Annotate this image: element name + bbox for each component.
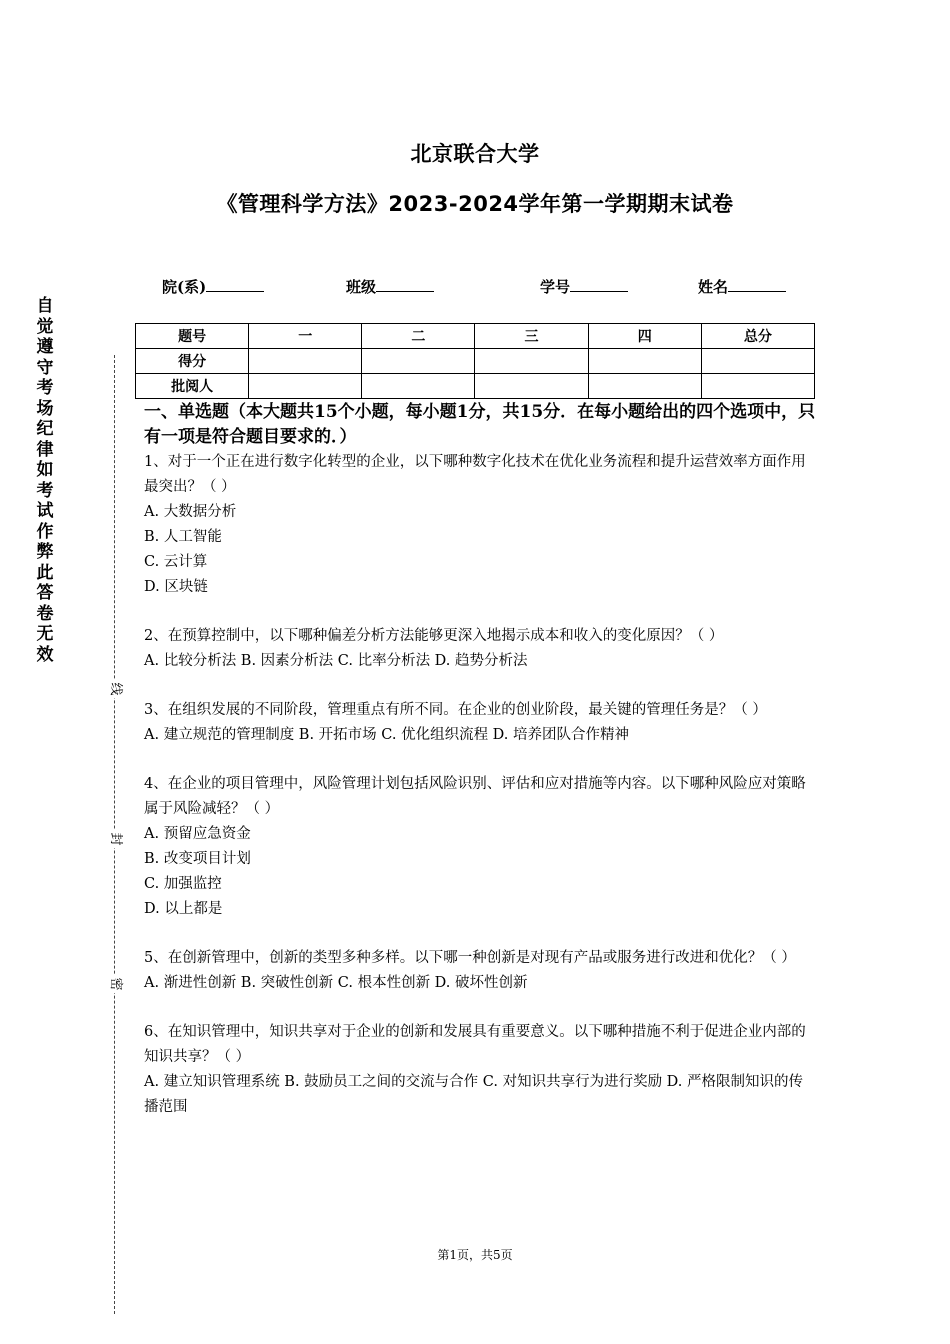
question-option[interactable]: C. 加强监控	[144, 876, 222, 892]
binding-mark-close: 密	[106, 975, 124, 993]
score-cell[interactable]	[588, 349, 701, 374]
question-stem: 6、在知识管理中，知识共享对于企业的创新和发展具有重要意义。以下哪种措施不利于促进企业内部的知识共享？（ ）	[144, 1024, 806, 1065]
score-table-row-grader	[136, 374, 815, 399]
binding-mark-seal: 封	[106, 830, 124, 848]
row-header-number: 题号	[136, 324, 249, 349]
grader-cell[interactable]	[475, 374, 588, 399]
exam-title: 《管理科学方法》2023-2024学年第一学期期末试卷	[216, 192, 734, 216]
question-stem: 1、对于一个正在进行数字化转型的企业，以下哪种数字化技术在优化业务流程和提升运营效率方面作用最突出？（ ）	[144, 454, 806, 495]
score-cell[interactable]	[249, 349, 362, 374]
question-1	[144, 450, 816, 600]
question-options[interactable]: A. 建立知识管理系统 B. 鼓励员工之间的交流与合作 C. 对知识共享行为进行奖励 D. 严格限制知识的传播范围	[144, 1074, 804, 1115]
info-department-blank[interactable]	[206, 277, 264, 292]
col-header-2: 二	[362, 324, 475, 349]
question-option[interactable]: A. 预留应急资金	[144, 826, 251, 842]
score-table	[135, 323, 815, 399]
university-title: 北京联合大学	[410, 142, 540, 166]
question-3	[144, 698, 816, 748]
question-4	[144, 772, 816, 922]
grader-cell[interactable]	[249, 374, 362, 399]
info-department	[162, 276, 264, 297]
col-header-3: 三	[475, 324, 588, 349]
question-option[interactable]: D. 以上都是	[144, 901, 223, 917]
info-student-id-blank[interactable]	[570, 277, 628, 292]
info-name-label: 姓名	[698, 278, 729, 296]
score-cell[interactable]	[362, 349, 475, 374]
score-cell[interactable]	[475, 349, 588, 374]
col-header-1: 一	[249, 324, 362, 349]
question-stem: 3、在组织发展的不同阶段，管理重点有所不同。在企业的创业阶段，最关键的管理任务是？（ ）	[144, 702, 767, 718]
info-class	[346, 276, 434, 297]
grader-cell[interactable]	[362, 374, 475, 399]
question-2	[144, 624, 816, 674]
info-class-label: 班级	[346, 278, 377, 296]
info-class-blank[interactable]	[376, 277, 434, 292]
score-table-row-score	[136, 349, 815, 374]
binding-mark-line: 线	[106, 680, 124, 698]
row-header-score: 得分	[136, 349, 249, 374]
question-6	[144, 1020, 816, 1120]
score-cell[interactable]	[701, 349, 814, 374]
question-option[interactable]: A. 大数据分析	[144, 504, 237, 520]
col-header-4: 四	[588, 324, 701, 349]
exam-content	[144, 400, 816, 1120]
score-table-row-number	[136, 324, 815, 349]
info-name-blank[interactable]	[728, 277, 786, 292]
question-options[interactable]: A. 建立规范的管理制度 B. 开拓市场 C. 优化组织流程 D. 培养团队合作精神	[144, 727, 630, 743]
row-header-grader: 批阅人	[136, 374, 249, 399]
grader-cell[interactable]	[588, 374, 701, 399]
side-warning-text: 自觉遵守考场纪律如考试作弊此答卷无效	[36, 296, 54, 665]
section-heading: 一、单选题（本大题共15个小题，每小题1分，共15分．在每小题给出的四个选项中，只有一项是符合题目要求的．）	[144, 402, 816, 447]
question-options[interactable]: A. 渐进性创新 B. 突破性创新 C. 根本性创新 D. 破坏性创新	[144, 975, 528, 991]
info-name	[698, 276, 786, 297]
info-student-id-label: 学号	[540, 278, 571, 296]
info-department-label: 院(系)	[162, 278, 207, 296]
question-option[interactable]: D. 区块链	[144, 579, 208, 595]
info-student-id	[540, 276, 628, 297]
page-footer: 第1页，共5页	[437, 1248, 513, 1262]
grader-cell[interactable]	[701, 374, 814, 399]
question-option[interactable]: B. 人工智能	[144, 529, 222, 545]
question-option[interactable]: B. 改变项目计划	[144, 851, 251, 867]
question-stem: 4、在企业的项目管理中，风险管理计划包括风险识别、评估和应对措施等内容。以下哪种风险应对策略属于风险减轻？（ ）	[144, 776, 806, 817]
question-stem: 2、在预算控制中，以下哪种偏差分析方法能够更深入地揭示成本和收入的变化原因？（ ）	[144, 628, 724, 644]
question-options[interactable]: A. 比较分析法 B. 因素分析法 C. 比率分析法 D. 趋势分析法	[144, 653, 528, 669]
question-stem: 5、在创新管理中，创新的类型多种多样。以下哪一种创新是对现有产品或服务进行改进和优化？（ ）	[144, 950, 796, 966]
col-header-total: 总分	[701, 324, 814, 349]
question-5	[144, 946, 816, 996]
question-option[interactable]: C. 云计算	[144, 554, 208, 570]
